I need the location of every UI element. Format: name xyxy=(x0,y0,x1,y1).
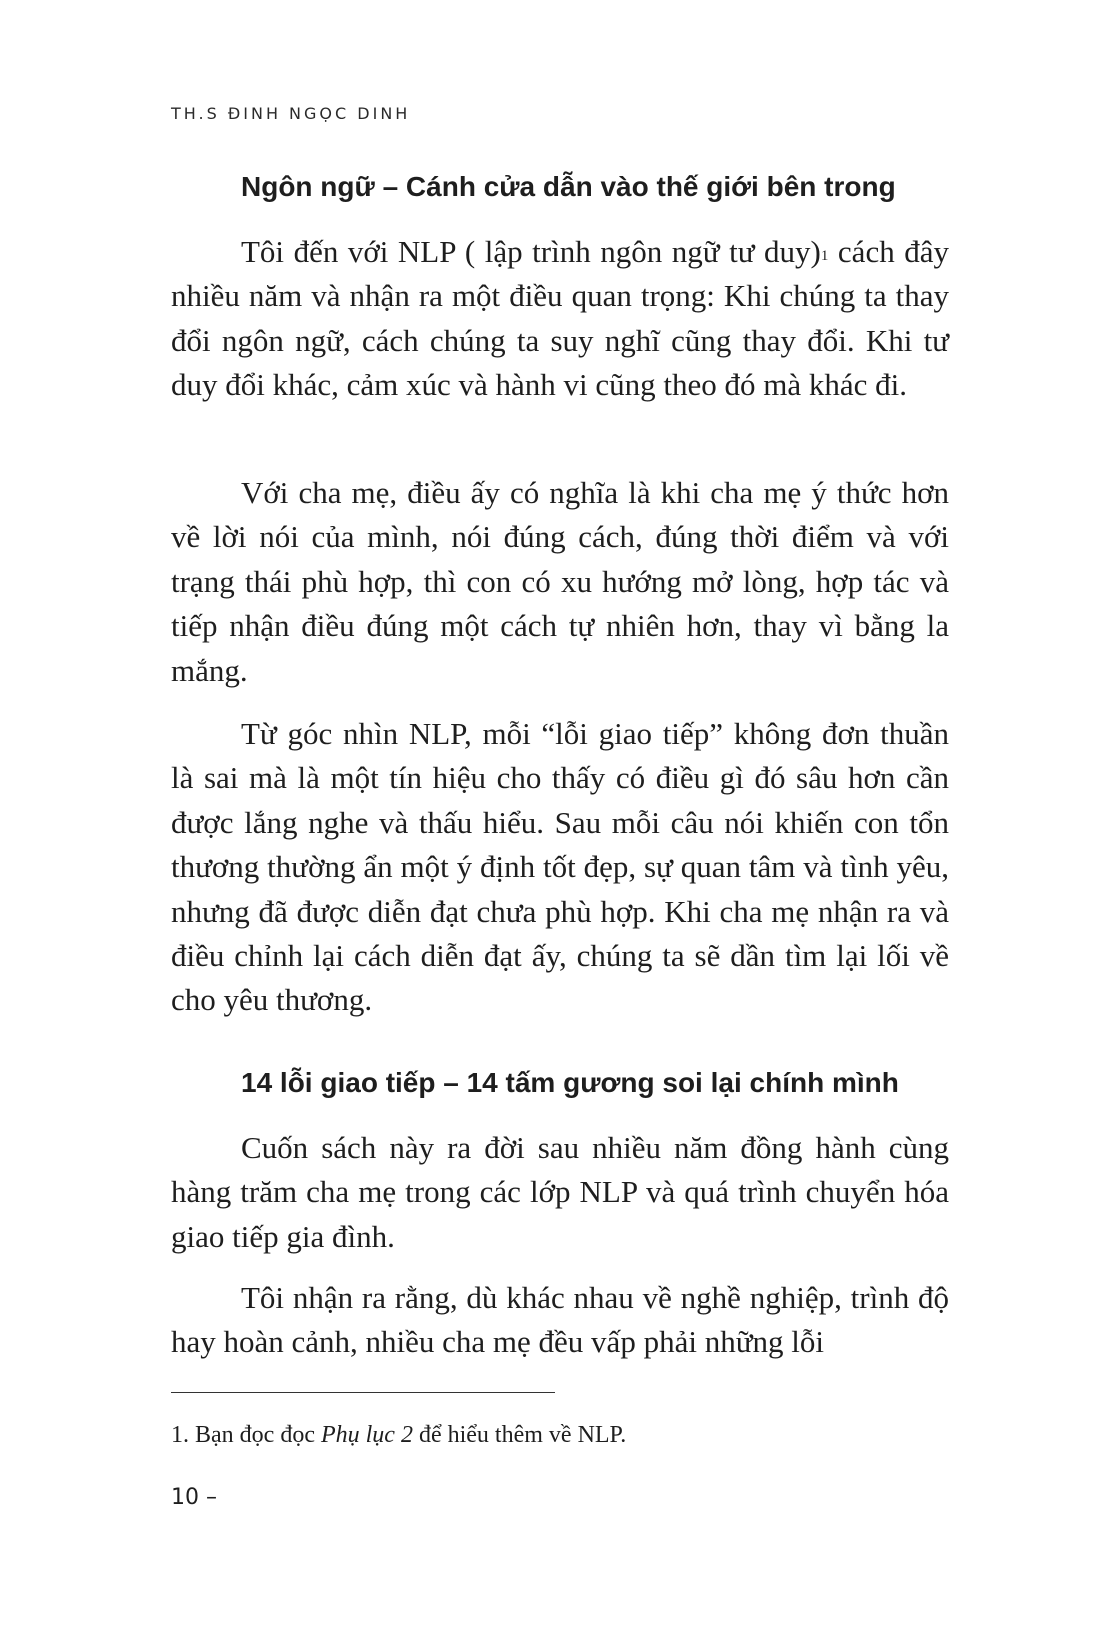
body-paragraph xyxy=(171,230,949,408)
paragraph-text: cách đây nhiều năm và nhận ra một điều quan trọng: Khi chúng ta thay đổi ngôn ngữ, cách chúng ta suy nghĩ cũng thay đổi. Khi tư duy đổi khác, cảm xúc và hành vi cũng theo đó mà khác đi. xyxy=(171,234,950,403)
section-heading: Ngôn ngữ – Cánh cửa dẫn vào thế giới bên trong xyxy=(241,171,896,202)
body-paragraph: Cuốn sách này ra đời sau nhiều năm đồng hành cùng hàng trăm cha mẹ trong các lớp NLP và quá trình chuyển hóa giao tiếp gia đình. xyxy=(171,1130,949,1254)
page-number: 10 – xyxy=(171,1485,217,1510)
footnote-divider xyxy=(171,1392,555,1393)
running-head: TH.S ĐINH NGỌC DINH xyxy=(171,104,411,123)
body-paragraph: Tôi nhận ra rằng, dù khác nhau về nghề nghiệp, trình độ hay hoàn cảnh, nhiều cha mẹ đều vấp phải những lỗi xyxy=(171,1280,949,1360)
footnote-reference[interactable]: 1 xyxy=(820,248,829,264)
body-paragraph: Từ góc nhìn NLP, mỗi “lỗi giao tiếp” không đơn thuần là sai mà là một tín hiệu cho thấy có điều gì đó sâu hơn cần được lắng nghe và thấu hiểu. Sau mỗi câu nói khiến con tổn thương thường ẩn một ý định tốt đẹp, sự quan tâm và tình yêu, nhưng đã được diễn đạt chưa phù hợp. Khi cha mẹ nhận ra và điều chỉnh lại cách diễn đạt ấy, chúng ta sẽ dần tìm lại lối về cho yêu thương. xyxy=(171,716,949,1018)
footnote-text: 1. Bạn đọc đọc xyxy=(171,1422,321,1448)
body-paragraph: Với cha mẹ, điều ấy có nghĩa là khi cha mẹ ý thức hơn về lời nói của mình, nói đúng cách, đúng thời điểm và với trạng thái phù hợp, thì con có xu hướng mở lòng, hợp tác và tiếp nhận điều đúng một cách tự nhiên hơn, thay vì bằng la mắng. xyxy=(171,475,949,688)
paragraph-text: Tôi đến với NLP ( lập trình ngôn ngữ tư duy) xyxy=(241,234,821,269)
footnote xyxy=(171,1422,951,1449)
section-heading: 14 lỗi giao tiếp – 14 tấm gương soi lại chính mình xyxy=(241,1067,899,1098)
footnote-emphasis: Phụ lục 2 xyxy=(320,1422,413,1448)
footnote-text: để hiểu thêm về NLP. xyxy=(412,1422,627,1448)
